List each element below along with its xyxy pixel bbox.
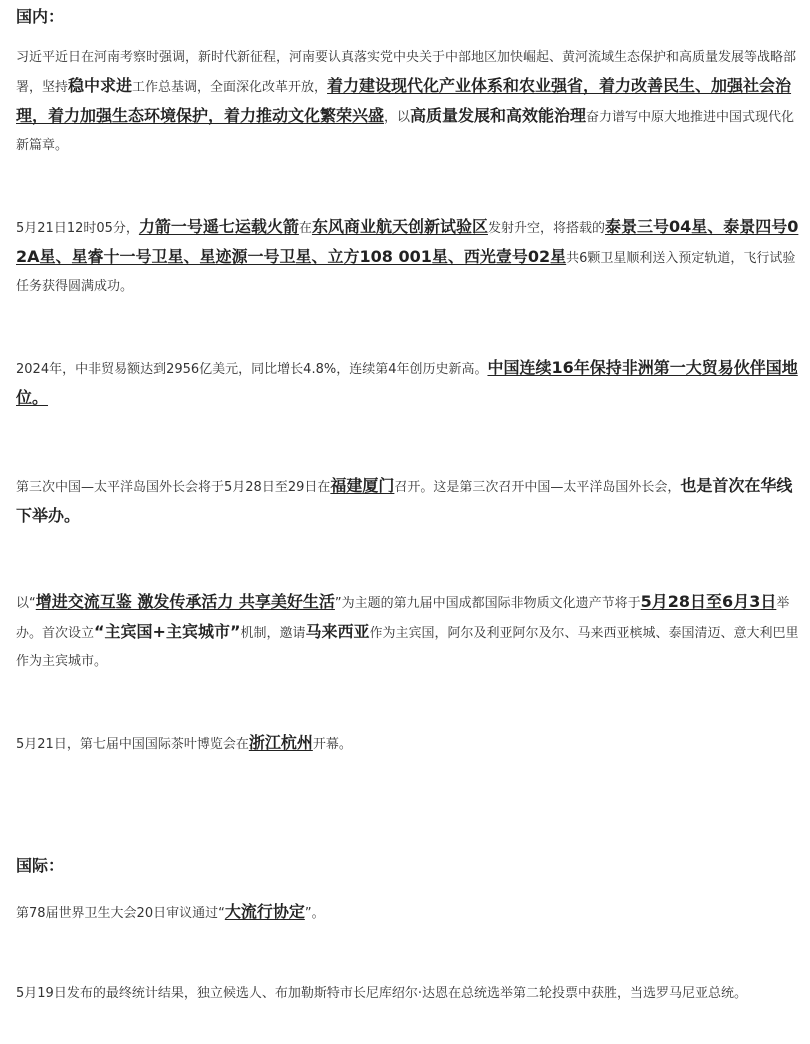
text-segment: 发射升空，将搭载的: [487, 221, 605, 236]
emphasis-underlined-text: 增进交流互鉴 激发传承活力 共享美好生活: [35, 592, 335, 611]
news-item-china-africa-trade: [16, 354, 802, 414]
text-segment: 奋力谱写中原大地推进中国式现代化新篇章。: [16, 110, 795, 153]
text-segment: 开幕。: [312, 737, 352, 752]
text-segment: 召开。这是第三次召开中国—太平洋岛国外长会，: [394, 480, 681, 495]
emphasis-text: “主宾国+主宾城市”: [94, 622, 241, 641]
text-segment: 习近平近日在河南考察时强调，新时代新征程，河南要认真落实党中央关于中部地区加快崛起、黄河流域生态保护和高质量发展等战略部署，坚持: [16, 50, 797, 95]
emphasis-text: 稳中求进: [68, 76, 133, 95]
emphasis-underlined-text: 中国连续16年保持非洲第一大贸易伙伴国地位。: [16, 358, 798, 407]
text-segment: 在: [298, 221, 312, 236]
text-segment: 以“: [16, 596, 36, 611]
emphasis-underlined-text: 泰景三号04星、泰景四号02A星、星睿十一号卫星、星迹源一号卫星、立方108 001星、西光壹号02星: [16, 217, 799, 266]
international-heading: 国际：: [16, 856, 65, 875]
news-item-pacific-islands-meeting: [16, 472, 802, 532]
news-item-intangible-heritage-festival: [16, 588, 802, 676]
news-item-romania-election: [16, 980, 802, 1008]
text-segment: ”为主题的第九届中国成都国际非物质文化遗产节将于: [334, 596, 641, 611]
text-segment: 工作总基调，全面深化改革开放，: [132, 80, 328, 95]
emphasis-text: 马来西亚: [305, 622, 370, 641]
text-segment: 第78届世界卫生大会20日审议通过“: [16, 906, 225, 921]
emphasis-underlined-text: 大流行协定: [224, 902, 305, 921]
emphasis-text: 高质量发展和高效能治理: [410, 106, 587, 125]
text-segment: ”。: [304, 906, 325, 921]
news-item-pandemic-agreement: [16, 898, 802, 928]
emphasis-underlined-text: 5月28日至6月3日: [640, 592, 777, 611]
text-segment: 共6颗卫星顺利送入预定轨道，飞行试验任务获得圆满成功。: [16, 251, 796, 294]
news-item-henan: [16, 44, 802, 160]
text-segment: ，以: [384, 110, 411, 125]
news-item-tea-expo: [16, 729, 802, 759]
text-segment: 5月19日发布的最终统计结果，独立候选人、布加勒斯特市长尼库绍尔·达恩在总统选举第二轮投票中获胜，当选罗马尼亚总统。: [16, 986, 747, 1001]
emphasis-underlined-text: 着力建设现代化产业体系和农业强省，着力改善民生、加强社会治理，着力加强生态环境保护，着力推动文化繁荣兴盛: [16, 76, 792, 125]
text-segment: 机制，邀请: [240, 626, 306, 641]
emphasis-text: 也是首次在华线下举办。: [16, 476, 793, 525]
emphasis-underlined-text: 东风商业航天创新试验区: [311, 217, 488, 236]
emphasis-underlined-text: 福建厦门: [330, 476, 395, 495]
text-segment: 举办。首次设立: [16, 596, 790, 641]
text-segment: 作为主宾国，阿尔及利亚阿尔及尔、马来西亚槟城、泰国清迈、意大利巴里作为主宾城市。: [16, 626, 799, 669]
text-segment: 第三次中国—太平洋岛国外长会将于5月28日至29日在: [16, 480, 331, 495]
news-item-rocket-launch: [16, 213, 802, 301]
text-segment: 5月21日，第七届中国国际茶叶博览会在: [16, 737, 249, 752]
domestic-heading: 国内：: [16, 7, 65, 26]
text-segment: 2024年，中非贸易额达到2956亿美元，同比增长4.8%，连续第4年创历史新高。: [16, 362, 488, 377]
emphasis-underlined-text: 力箭一号遥七运载火箭: [138, 217, 299, 236]
emphasis-underlined-text: 浙江杭州: [248, 733, 313, 752]
text-segment: 5月21日12时05分，: [16, 221, 139, 236]
